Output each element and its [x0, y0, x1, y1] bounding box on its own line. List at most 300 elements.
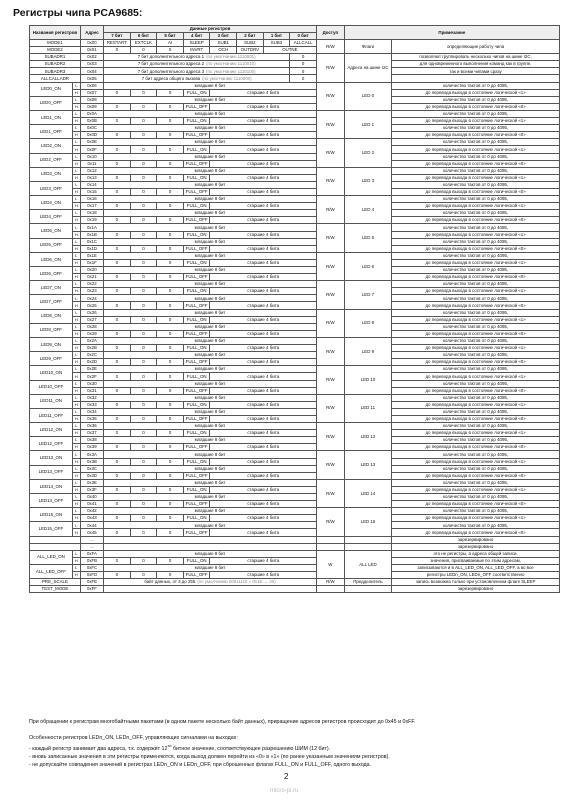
register-addr: 0x03 [80, 61, 103, 68]
register-row-led [30, 217, 560, 224]
register-data: старшие 4 бита [210, 160, 317, 167]
register-row-subadr [30, 54, 560, 61]
register-row-prescale [30, 579, 560, 586]
register-row-led [30, 267, 560, 274]
bit-cell: 0 [130, 529, 157, 536]
register-data: младшие 8 бит [104, 437, 317, 444]
bit-cell: INVRT [183, 47, 210, 54]
bit-cell: 0 [157, 174, 184, 181]
register-row-led [30, 373, 560, 380]
bit-cell: 0 [157, 373, 184, 380]
note-cell: количество тактов от 0 до 4095, [392, 238, 560, 245]
register-row-led [30, 125, 560, 132]
register-data: младшие 8 бит [104, 323, 317, 330]
led-cell: LED 10 [344, 366, 391, 394]
bit-cell: 0 [130, 572, 157, 579]
led-cell: LED 4 [344, 196, 391, 224]
register-addr: 0x45 [80, 529, 103, 536]
register-addr: 0x40 [80, 494, 103, 501]
bit-cell: 0 [157, 515, 184, 522]
register-data: старшие 4 бита [210, 401, 317, 408]
register-data: младшие 8 бит [104, 153, 317, 160]
header-name: Названия регистров [30, 26, 81, 40]
bit-cell: 0 [130, 47, 157, 54]
bit-cell: 0 [157, 486, 184, 493]
register-row-testmode [30, 586, 560, 593]
full-flag-cell: FULL_OFF [183, 132, 210, 139]
register-data: младшие 8 бит [104, 267, 317, 274]
header-access: Доступ [316, 26, 344, 40]
register-name: LED11_ON [30, 394, 73, 408]
register-data: старшие 4 бита [210, 572, 317, 579]
register-addr: 0x12 [80, 167, 103, 174]
register-addr: 0x01 [80, 47, 103, 54]
register-addr: 0x30 [80, 380, 103, 387]
full-flag-cell: FULL_OFF [183, 415, 210, 422]
register-addr: 0x00 [80, 40, 103, 47]
byte-half: H [72, 330, 80, 337]
register-data [104, 61, 290, 68]
bit-cell: 0 [157, 288, 184, 295]
byte-half: L [72, 224, 80, 231]
register-name: MODE1 [30, 40, 81, 47]
access-cell: R/W [316, 196, 344, 224]
register-data: младшие 8 бит [104, 550, 317, 557]
bit-cell: 0 [157, 501, 184, 508]
register-addr: 0x0C [80, 125, 103, 132]
note-cell: до перевода выхода в состояние логической «1» [392, 430, 560, 437]
register-row-led [30, 337, 560, 344]
byte-half: H [72, 316, 80, 323]
bit-cell: 0 [130, 132, 157, 139]
bit-cell: 0 [104, 160, 131, 167]
register-row-led [30, 465, 560, 472]
bit-cell: 0 [104, 401, 131, 408]
register-addr: 0x16 [80, 196, 103, 203]
full-flag-cell: FULL_ON [183, 557, 210, 564]
register-row-led [30, 501, 560, 508]
register-data: младшие 8 бит [104, 281, 317, 288]
register-addr: 0x3B [80, 458, 103, 465]
note-cell: регистры LEDn_ON, LEDn_OFF соответственно [392, 572, 560, 579]
default-value: (по умолчанию 1110001) [206, 54, 256, 60]
bit-cell: 0 [130, 288, 157, 295]
bit-cell: 0 [104, 458, 131, 465]
note-cell: до перевода выхода в состояние логической «0» [392, 387, 560, 394]
note-cell: зарезервировано [392, 536, 560, 543]
register-name: LED9_ON [30, 337, 73, 351]
note-cell: до перевода выхода в состояние логической «1» [392, 89, 560, 96]
bit-cell: 0 [104, 103, 131, 110]
byte-half: H [72, 458, 80, 465]
register-addr: 0x09 [80, 103, 103, 110]
register-row-led [30, 380, 560, 387]
register-data: младшие 8 бит [104, 181, 317, 188]
register-row-led [30, 274, 560, 281]
note-cell: количество тактов от 0 до 4095, [392, 408, 560, 415]
register-data: старшие 4 бита [210, 501, 317, 508]
register-name: LED12_OFF [30, 437, 73, 451]
register-row-led [30, 479, 560, 486]
note-item-tail: битное значение, соответствующее разрешению ШИМ (12 бит). [171, 745, 331, 752]
bit-cell: 0 [104, 217, 131, 224]
byte-half: L [72, 465, 80, 472]
register-data: младшие 8 бит [104, 139, 317, 146]
register-data: старшие 4 бита [210, 486, 317, 493]
bit-cell: 0 [104, 330, 131, 337]
led-cell: LED 14 [344, 479, 391, 507]
access-cell: R/W [316, 139, 344, 167]
note-cell: количество тактов от 0 до 4095, [392, 82, 560, 89]
note-cell: до перевода выхода в состояние логической «0» [392, 160, 560, 167]
bit-cell: 0 [104, 174, 131, 181]
byte-half: L [72, 238, 80, 245]
note-cell: до перевода выхода в состояние логической «0» [392, 274, 560, 281]
full-flag-cell: FULL_OFF [183, 188, 210, 195]
register-data: старшие 4 бита [210, 188, 317, 195]
register-data: младшие 8 бит [104, 366, 317, 373]
bit-cell: 0 [157, 458, 184, 465]
access-cell: R/W [316, 479, 344, 507]
bit-cell: 0 [104, 47, 131, 54]
register-data: младшие 8 бит [104, 522, 317, 529]
byte-half: L [72, 252, 80, 259]
register-name: LED7_ON [30, 281, 73, 295]
register-row-led [30, 437, 560, 444]
note-cell: до перевода выхода в состояние логической «1» [392, 345, 560, 352]
register-addr: 0x36 [80, 423, 103, 430]
register-row-subadr [30, 75, 560, 82]
desc-cell [344, 543, 391, 550]
byte-half: L [72, 167, 80, 174]
byte-half: L [72, 394, 80, 401]
note-cell: до перевода выхода в состояние логической «0» [392, 103, 560, 110]
register-row-led [30, 316, 560, 323]
full-flag-cell: FULL_OFF [183, 472, 210, 479]
access-cell: R/W [316, 40, 344, 54]
byte-half: L [72, 267, 80, 274]
note-cell: количество тактов от 0 до 4095, [392, 295, 560, 302]
bit-cell: 0 [157, 203, 184, 210]
bit-cell: 0 [157, 89, 184, 96]
byte-half: H [72, 288, 80, 295]
register-addr: 0x42 [80, 508, 103, 515]
bit-cell: 0 [130, 259, 157, 266]
register-row-led [30, 281, 560, 288]
register-addr: 0x18 [80, 210, 103, 217]
byte-half: L [72, 323, 80, 330]
bit-cell: 0 [104, 231, 131, 238]
bit-cell: 0 [130, 415, 157, 422]
access-cell: R/W [316, 451, 344, 479]
full-flag-cell: FULL_OFF [183, 330, 210, 337]
byte-half: L [72, 494, 80, 501]
register-addr: 0x1D [80, 245, 103, 252]
bit-cell: 0 [157, 572, 184, 579]
bit-cell: AI [157, 40, 184, 47]
note-cell: до перевода выхода в состояние логической «1» [392, 174, 560, 181]
register-row-led [30, 366, 560, 373]
register-name: LED0_ON [30, 82, 73, 96]
bit-cell: 0 [130, 146, 157, 153]
note-cell [392, 75, 560, 82]
bit-cell: 0 [104, 515, 131, 522]
register-data: старшие 4 бита [210, 288, 317, 295]
access-cell: R/W [316, 309, 344, 337]
bit-cell: 0 [157, 245, 184, 252]
note-cell: количество тактов от 0 до 4095, [392, 153, 560, 160]
register-row-led [30, 550, 560, 557]
register-data: младшие 8 бит [104, 451, 317, 458]
register-name: ALL_LED_ON [30, 550, 73, 564]
register-addr: 0x38 [80, 437, 103, 444]
register-data: младшие 8 бит [104, 408, 317, 415]
bit-cell: 0 [104, 118, 131, 125]
register-addr: 0x08 [80, 96, 103, 103]
register-name: LED10_OFF [30, 380, 73, 394]
register-data: старшие 4 бита [210, 259, 317, 266]
bit-cell: 0 [130, 373, 157, 380]
register-data: старшие 4 бита [210, 316, 317, 323]
register-row-led [30, 146, 560, 153]
byte-half: L [72, 153, 80, 160]
register-row-led [30, 522, 560, 529]
bit-cell: 0 [157, 47, 184, 54]
byte-half: L [72, 110, 80, 117]
register-data: младшие 8 бит [104, 96, 317, 103]
register-addr: 0x35 [80, 415, 103, 422]
note-cell: позволяют группировать несколько чипов на шине I2C, [392, 54, 560, 61]
full-flag-cell: FULL_ON [183, 515, 210, 522]
byte-half: L [72, 125, 80, 132]
register-data: старшие 4 бита [210, 146, 317, 153]
bit-cell: 0 [157, 359, 184, 366]
register-data: младшие 8 бит [104, 352, 317, 359]
byte-half: H [72, 557, 80, 564]
register-addr: 0x2A [80, 337, 103, 344]
register-addr: 0x13 [80, 174, 103, 181]
full-flag-cell: FULL_OFF [183, 529, 210, 536]
access-cell: R/W [316, 579, 344, 586]
register-name: LED14_OFF [30, 494, 73, 508]
note-cell: до перевода выхода в состояние логической «0» [392, 245, 560, 252]
register-addr: 0x33 [80, 401, 103, 408]
register-data: старшие 4 бита [210, 373, 317, 380]
register-name: LED2_OFF [30, 153, 73, 167]
bit-cell: 0 [157, 444, 184, 451]
register-name: LED9_OFF [30, 352, 73, 366]
note-cell: количество тактов от 0 до 4095, [392, 125, 560, 132]
register-name: LED13_OFF [30, 465, 73, 479]
register-addr: 0x07 [80, 89, 103, 96]
bit-cell: 0 [130, 444, 157, 451]
register-row-led [30, 245, 560, 252]
register-data: старшие 4 бита [210, 458, 317, 465]
register-row-led [30, 82, 560, 89]
register-table-body [30, 40, 560, 593]
register-data: старшие 4 бита [210, 415, 317, 422]
note-cell: количество тактов от 0 до 4095, [392, 465, 560, 472]
byte-half: L [72, 295, 80, 302]
note-cell: количество тактов от 0 до 4095, [392, 181, 560, 188]
note-cell: до перевода выхода в состояние логической «0» [392, 415, 560, 422]
register-data: младшие 8 бит [104, 423, 317, 430]
byte-half: L [72, 380, 80, 387]
bit-cell: 0 [130, 118, 157, 125]
bit-cell: 0 [157, 330, 184, 337]
register-data: старшие 4 бита [210, 231, 317, 238]
bit-cell: 0 [130, 359, 157, 366]
bit-cell: 0 [157, 345, 184, 352]
register-name: LED11_OFF [30, 408, 73, 422]
register-data [104, 75, 290, 82]
register-data [104, 68, 290, 75]
note-cell: количество тактов от 0 до 4095, [392, 167, 560, 174]
byte-half: L [72, 196, 80, 203]
register-data: старшие 4 бита [210, 203, 317, 210]
byte-half: L [72, 408, 80, 415]
bit-cell: 0 [157, 401, 184, 408]
register-data: младшие 8 бит [104, 465, 317, 472]
register-name: LED1_OFF [30, 125, 73, 139]
byte-half: L [72, 181, 80, 188]
register-addr: 0x3D [80, 472, 103, 479]
desc-cell: Адреса на шине I2C [344, 54, 391, 82]
register-addr: 0x1B [80, 231, 103, 238]
byte-half: L [72, 564, 80, 571]
register-row-led [30, 295, 560, 302]
register-addr: 0x37 [80, 430, 103, 437]
register-addr: 0x44 [80, 522, 103, 529]
bit-cell: 0 [157, 118, 184, 125]
register-data: старшие 4 бита [210, 103, 317, 110]
register-addr: 0x23 [80, 288, 103, 295]
bit-cell: 0 [130, 387, 157, 394]
bit-cell: 0 [104, 302, 131, 309]
byte-half: L [72, 366, 80, 373]
note-cell: до перевода выхода в состояние логической «0» [392, 444, 560, 451]
register-addr: 0x2B [80, 345, 103, 352]
register-data: младшие 8 бит [104, 238, 317, 245]
register-name: LED5_OFF [30, 238, 73, 252]
access-cell [316, 543, 344, 550]
register-data: старшие 4 бита [210, 174, 317, 181]
access-cell [316, 536, 344, 543]
note-cell: до перевода выхода в состояние логической «1» [392, 203, 560, 210]
register-table [29, 25, 560, 593]
byte-half: H [72, 188, 80, 195]
register-addr: 0x31 [80, 387, 103, 394]
register-name: LED1_ON [30, 110, 73, 124]
register-addr: 0x41 [80, 501, 103, 508]
register-data: старшие 4 бита [210, 302, 317, 309]
header-data: Данные регистров [104, 26, 317, 33]
register-addr: 0x0E [80, 139, 103, 146]
register-data: младшие 8 бит [104, 252, 317, 259]
register-addr: 0x34 [80, 408, 103, 415]
note-cell: количество тактов от 0 до 4095, [392, 423, 560, 430]
full-flag-cell: FULL_OFF [183, 444, 210, 451]
register-addr: 0x15 [80, 188, 103, 195]
register-row-led [30, 110, 560, 117]
register-row-led [30, 345, 560, 352]
full-flag-cell: FULL_ON [183, 288, 210, 295]
register-data: старшие 4 бита [210, 89, 317, 96]
register-row-led [30, 508, 560, 515]
access-cell: W [316, 550, 344, 578]
watermark: micro-pi.ru [270, 788, 299, 794]
bit-cell: 0 [130, 472, 157, 479]
bit-cell: 0 [104, 316, 131, 323]
note-cell: количество тактов от 0 до 4095, [392, 352, 560, 359]
data-text: 7 бит дополнительного адреса 2 [137, 61, 205, 67]
register-data [104, 579, 317, 586]
note-cell: до перевода выхода в состояние логической «1» [392, 259, 560, 266]
access-cell: R/W [316, 54, 344, 82]
bit-cell: 0 [130, 174, 157, 181]
bit-cell: 0 [130, 557, 157, 564]
register-name: LED6_ON [30, 252, 73, 266]
register-addr: 0x04 [80, 68, 103, 75]
bit-cell: 0 [130, 274, 157, 281]
register-name: SUBADR1 [30, 54, 81, 61]
bit-cell: 0 [290, 54, 317, 61]
bit-cell: 0 [130, 203, 157, 210]
note-cell: до перевода выхода в состояние логической «0» [392, 359, 560, 366]
note-cell: значения, присваиваемые по этим адресам, [392, 557, 560, 564]
register-row-led [30, 181, 560, 188]
full-flag-cell: FULL_OFF [183, 572, 210, 579]
register-data: младшие 8 бит [104, 196, 317, 203]
bit-cell: OUTNE [263, 47, 316, 54]
note-cell: количество тактов от 0 до 4095, [392, 281, 560, 288]
bit-cell: 0 [157, 259, 184, 266]
bit-cell: 0 [157, 430, 184, 437]
led-cell: LED 7 [344, 281, 391, 309]
bit-cell: 0 [104, 444, 131, 451]
bit-cell: 0 [157, 188, 184, 195]
bit-cell: 0 [104, 486, 131, 493]
byte-half: H [72, 231, 80, 238]
byte-half: H [72, 174, 80, 181]
bit-cell: 0 [130, 103, 157, 110]
full-flag-cell: FULL_ON [183, 401, 210, 408]
register-data: младшие 8 бит [104, 82, 317, 89]
register-addr: 0xFC [80, 564, 103, 571]
register-row-led [30, 160, 560, 167]
note-cell: до перевода выхода в состояние логической «1» [392, 316, 560, 323]
led-cell: LED 12 [344, 423, 391, 451]
header-addr: Адрес [80, 26, 103, 40]
note-cell: до перевода выхода в состояние логической «0» [392, 302, 560, 309]
byte-half: H [72, 89, 80, 96]
bit-cell: 0 [157, 103, 184, 110]
byte-half: L [72, 281, 80, 288]
full-flag-cell: FULL_ON [183, 231, 210, 238]
register-addr: 0xFF [80, 586, 103, 593]
byte-half: H [72, 302, 80, 309]
bit-cell: 0 [130, 345, 157, 352]
register-row-led [30, 415, 560, 422]
bit-cell: 0 [104, 387, 131, 394]
byte-half: H [72, 430, 80, 437]
full-flag-cell: FULL_OFF [183, 274, 210, 281]
byte-half: H [72, 401, 80, 408]
full-flag-cell: FULL_ON [183, 316, 210, 323]
note-item: - каждый регистр занимает два адреса, т.к. содержит $12^{ти}$ битное значение, соответствующее разрешению ШИМ (12 бит). [29, 743, 331, 752]
note-cell: до перевода выхода в состояние логической «1» [392, 146, 560, 153]
byte-half: H [72, 572, 80, 579]
